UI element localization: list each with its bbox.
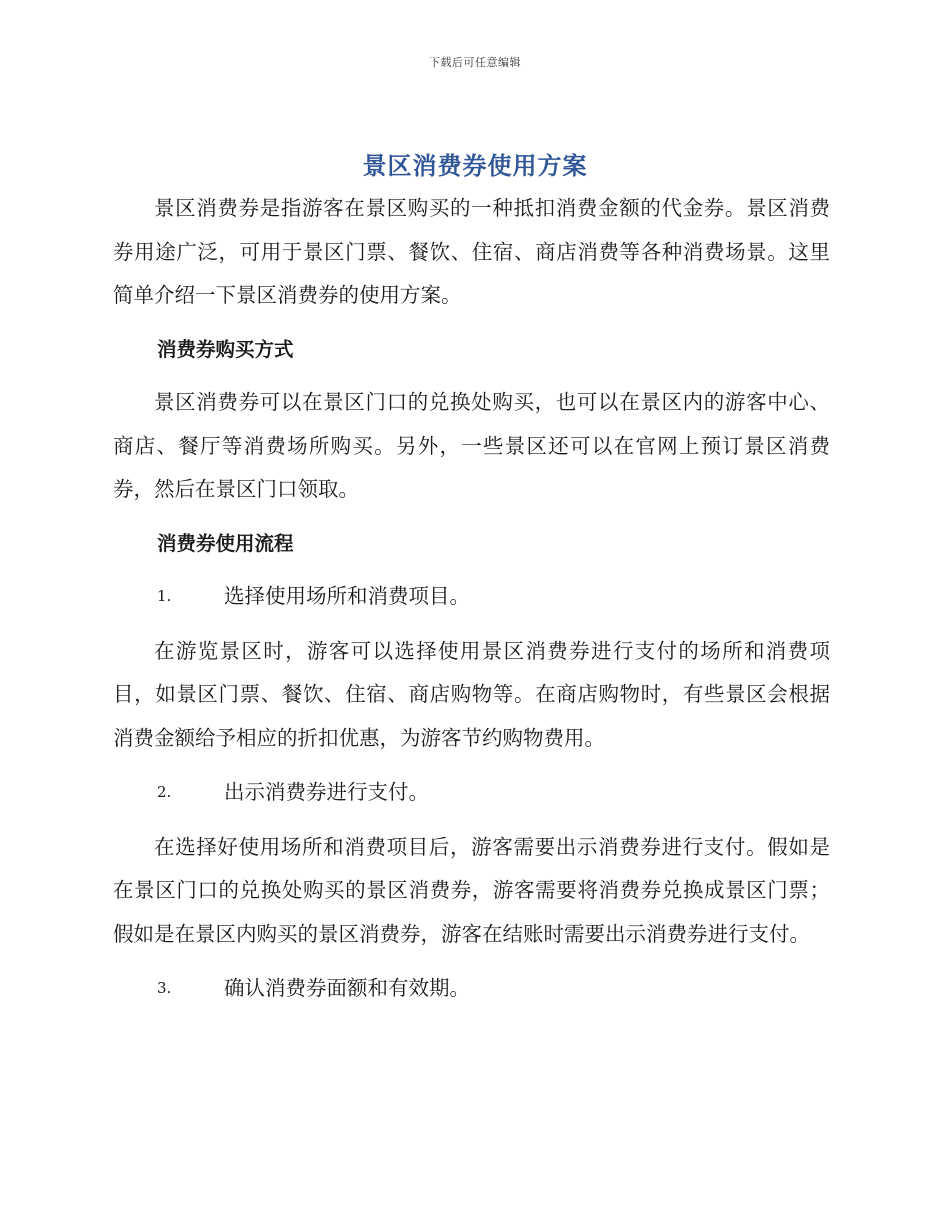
step-3-title: 确认消费券面额和有效期。 [224,976,470,1000]
section-heading-purchase: 消费券购买方式 [157,337,294,361]
step-2-paragraph: 在选择好使用场所和消费项目后，游客需要出示消费券进行支付。假如是在景区门口的兑换处购买的景区消费券，游客需要将消费券兑换成景区门票；假如是在景区内购买的景区消费券，游客在结账时需要出示消费券进行支付。 [113,834,830,946]
purchase-paragraph: 景区消费券可以在景区门口的兑换处购买，也可以在景区内的游客中心、商店、餐厅等消费场所购买。另外，一些景区还可以在官网上预订景区消费券，然后在景区门口领取。 [113,390,830,501]
step-1-number: 1. [157,587,172,605]
intro-paragraph: 景区消费券是指游客在景区购买的一种抵扣消费金额的代金券。景区消费券用途广泛，可用于景区门票、餐饮、住宿、商店消费等各种消费场景。这里简单介绍一下景区消费券的使用方案。 [113,196,830,307]
step-1-title: 选择使用场所和消费项目。 [224,584,470,608]
step-2-item [113,771,830,815]
document-title: 景区消费券使用方案 [362,152,588,180]
step-2-number: 2. [157,783,172,801]
section-heading-usage: 消费券使用流程 [157,531,294,555]
document-body [113,187,830,1011]
step-1-item [113,575,830,619]
step-1-paragraph: 在游览景区时，游客可以选择使用景区消费券进行支付的场所和消费项目，如景区门票、餐饮、住宿、商店购物等。在商店购物时，有些景区会根据消费金额给予相应的折扣优惠，为游客节约购物费用。 [113,638,830,750]
step-3-item [113,967,830,1011]
header-note: 下载后可任意编辑 [429,56,521,69]
step-3-number: 3. [157,979,172,997]
step-2-title: 出示消费券进行支付。 [224,780,429,804]
